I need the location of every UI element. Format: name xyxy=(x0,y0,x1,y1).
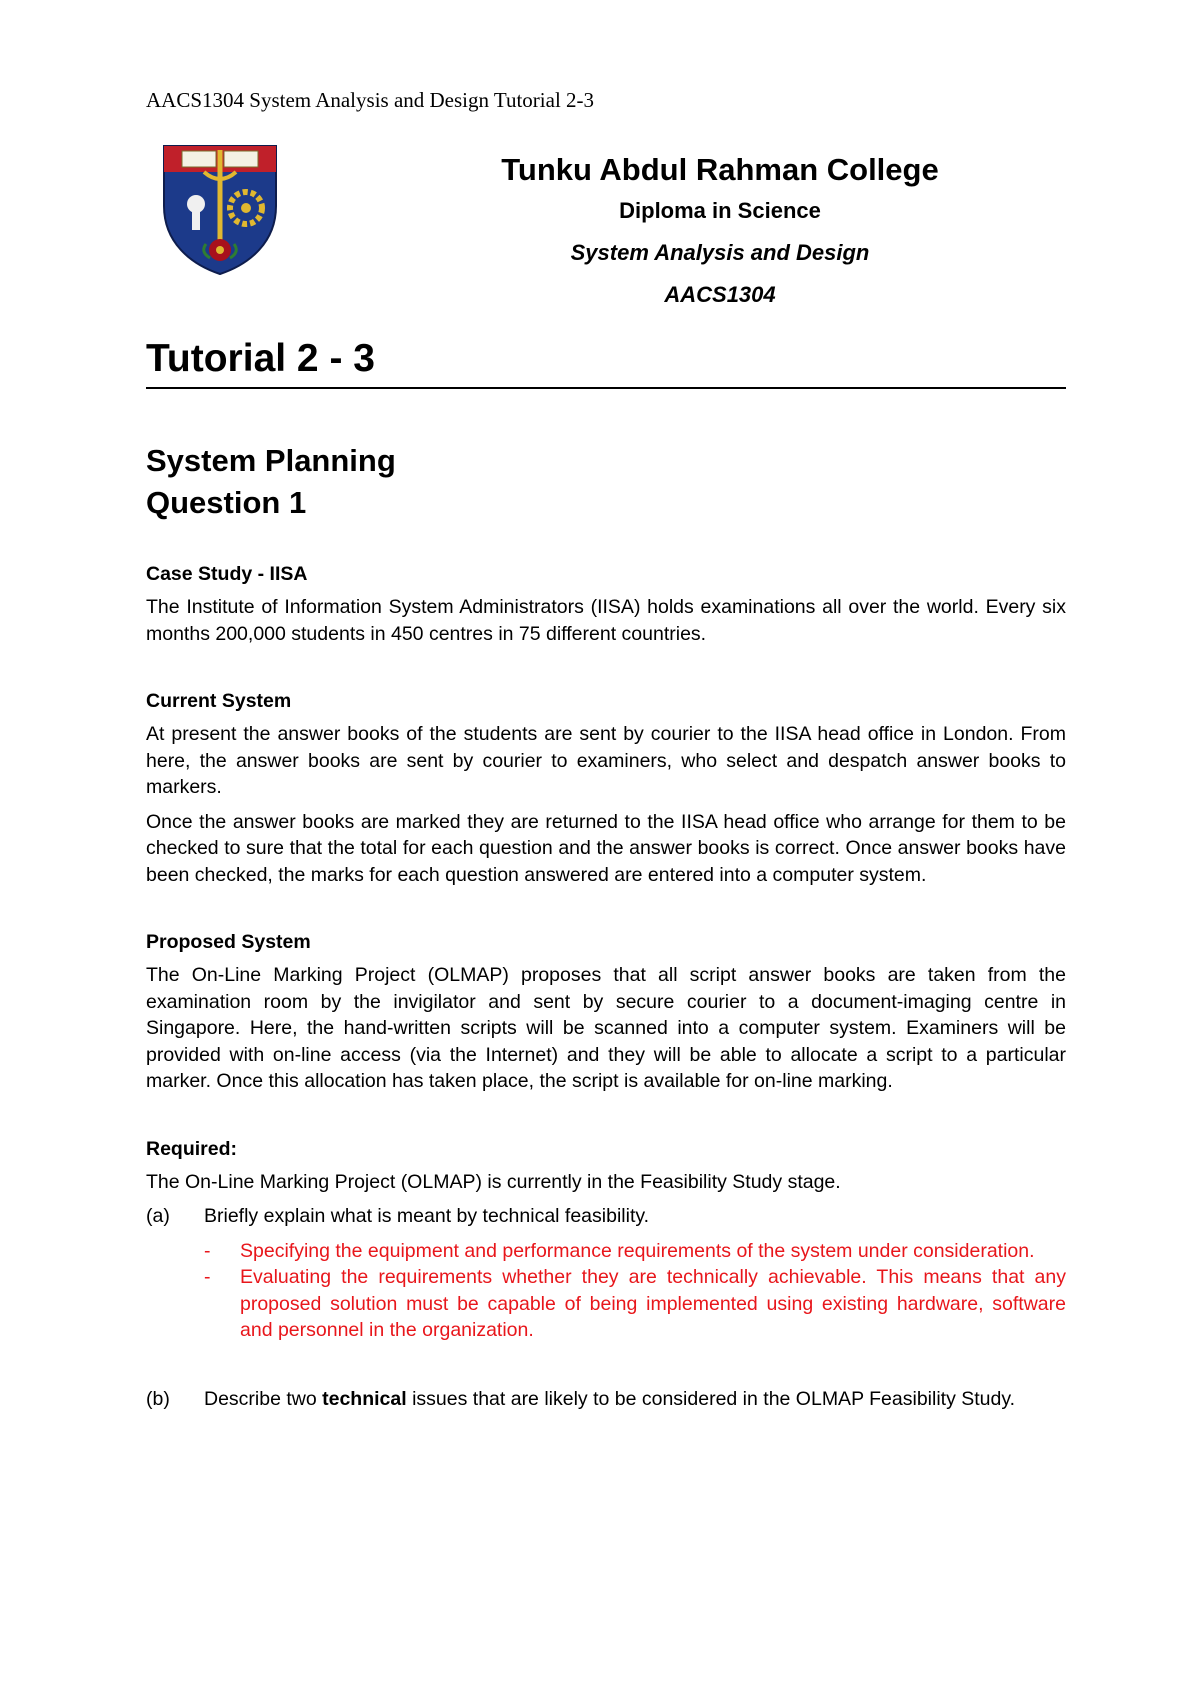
part-b-label: (b) xyxy=(146,1387,170,1410)
college-header xyxy=(420,150,1020,310)
question-part-a xyxy=(146,1203,1066,1230)
course-name: System Analysis and Design xyxy=(570,240,870,265)
part-b-text-before: Describe two xyxy=(204,1387,323,1410)
answer-text: Specifying the equipment and performance requirements of the system under consideration. xyxy=(240,1239,1035,1262)
part-b-text-after: issues that are likely to be considered in the OLMAP Feasibility Study. xyxy=(406,1387,1016,1410)
answer-item xyxy=(204,1264,1066,1344)
tutorial-title: Tutorial 2 - 3 xyxy=(146,337,375,380)
answer-dash: - xyxy=(204,1239,211,1262)
case-study-heading: Case Study - IISA xyxy=(146,563,308,585)
question-heading: Question 1 xyxy=(146,485,307,520)
college-crest-icon xyxy=(160,142,280,276)
answer-dash: - xyxy=(204,1266,211,1288)
case-study-text: The Institute of Information System Administrators (IISA) holds examinations all over the world. Every six months 200,000 students in 450 centres in 75 different countries. xyxy=(146,596,1066,645)
current-system-para-1: At present the answer books of the students are sent by courier to the IISA head office in London. From here, the answer books are sent by courier to examiners, who select and despatch answer books to markers. xyxy=(146,723,1066,798)
section-heading: System Planning xyxy=(146,443,396,478)
part-a-text: Briefly explain what is meant by technical feasibility. xyxy=(204,1205,650,1227)
part-a-label: (a) xyxy=(146,1205,170,1227)
document-body xyxy=(146,440,1066,1412)
required-intro: The On-Line Marking Project (OLMAP) is currently in the Feasibility Study stage. xyxy=(146,1170,841,1193)
course-code: AACS1304 xyxy=(664,282,776,307)
part-b-text xyxy=(204,1386,1066,1413)
answer-text: Evaluating the requirements whether they are technically achievable. This means that any proposed solution must be capable of being implemented using existing hardware, software and personnel in the organization. xyxy=(240,1266,1066,1341)
answer-item xyxy=(204,1238,1066,1265)
running-header: AACS1304 System Analysis and Design Tutorial 2-3 xyxy=(146,88,595,112)
part-b-emphasis: technical xyxy=(322,1387,407,1410)
current-system-para-2: Once the answer books are marked they are returned to the IISA head office who arrange for them to be checked to sure that the total for each question and the answer books is correct. Once answer books have been checked, the marks for each question answered are entered into a computer system. xyxy=(146,810,1066,886)
required-heading: Required: xyxy=(146,1137,238,1160)
title-divider xyxy=(146,387,1066,389)
proposed-system-text: The On-Line Marking Project (OLMAP) proposes that all script answer books are taken from the examination room by the invigilator and sent by secure courier to a document-imaging centre in Singapore. Here, the hand-written scripts will be scanned into a computer system. Examiners will be provided with on-line access (via the Internet) and they will be able to allocate a script to a particular marker. Once this allocation has taken place, the script is available for on-line marking. xyxy=(146,964,1066,1092)
program-name: Diploma in Science xyxy=(619,198,821,223)
question-part-b xyxy=(146,1386,1066,1413)
part-a-answers xyxy=(204,1238,1066,1344)
proposed-system-heading: Proposed System xyxy=(146,931,311,953)
college-name: Tunku Abdul Rahman College xyxy=(501,152,939,187)
current-system-heading: Current System xyxy=(146,690,292,712)
